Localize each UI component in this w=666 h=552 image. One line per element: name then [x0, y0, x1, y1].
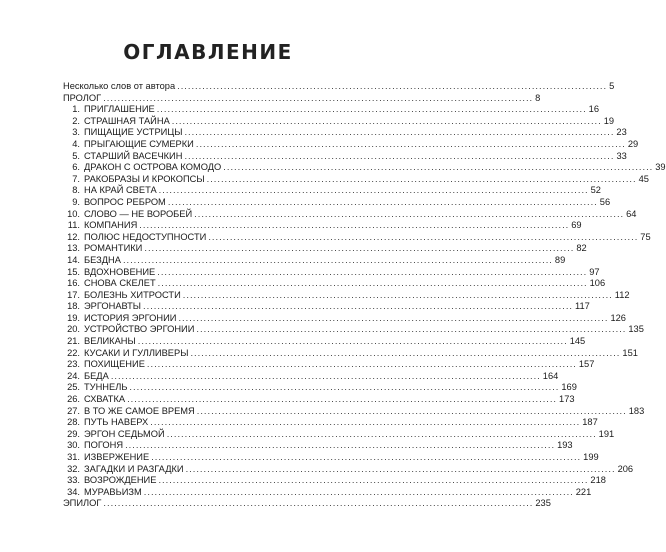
dot-leader: ........................................................................................................................: [110, 370, 541, 381]
toc-entry: [63, 289, 630, 302]
toc-entry-number: 21.: [67, 336, 80, 347]
toc-entry-page: 64: [626, 208, 637, 219]
toc-entry-number: 32.: [67, 463, 80, 474]
toc-entry-title: ПРОЛОГ: [63, 92, 102, 103]
dot-leader: ........................................................................................................................: [171, 115, 602, 126]
toc-entry-title: ВОПРОС РЕБРОМ: [84, 196, 166, 207]
toc-entry-title: ПРЫГАЮЩИЕ СУМЕРКИ: [84, 138, 194, 149]
toc-entry-title: Несколько слов от автора: [63, 81, 176, 91]
toc-entry-title: СНОВА СКЕЛЕТ: [84, 278, 156, 289]
toc-entry-number: 20.: [67, 324, 80, 335]
toc-entry-title: СТАРШИЙ ВАСЕЧКИН: [84, 150, 183, 161]
toc-entry: [63, 243, 587, 255]
toc-entry-title: ТУННЕЛЬ: [84, 382, 128, 393]
toc-entry-number: 31.: [67, 452, 80, 462]
toc-entry-title: МУРАВЬИЗМ: [84, 486, 142, 497]
toc-entry-title: ПИЩАЩИЕ УСТРИЦЫ: [84, 127, 183, 138]
dot-leader: ........................................................................................................................: [122, 254, 553, 265]
toc-entry-title: УСТРОЙСТВО ЭРГОНИИ: [84, 324, 195, 335]
toc-entry-number: 6.: [72, 162, 80, 173]
toc-entry: [63, 382, 577, 394]
toc-entry-page: 193: [557, 440, 573, 451]
dot-leader: ........................................................................................................................: [158, 475, 589, 486]
dot-leader: ........................................................................................................................: [143, 301, 573, 312]
toc-entry-title: ПОЛЮС НЕДОСТУПНОСТИ: [84, 231, 207, 242]
toc-entry-number: 30.: [67, 440, 80, 451]
toc-entry: [63, 173, 649, 186]
toc-entry: [63, 312, 626, 325]
toc-entry-number: 11.: [67, 220, 80, 231]
toc-entry-title: В ТО ЖЕ САМОЕ ВРЕМЯ: [84, 405, 195, 416]
toc-entry: [63, 196, 611, 209]
toc-entry-page: 45: [638, 173, 649, 184]
toc-entry: [63, 185, 601, 197]
toc-entry-title: ИЗВЕРЖЕНИЕ: [84, 452, 150, 462]
dot-leader: ........................................................................................................................: [196, 324, 627, 335]
toc-entry-page: 8: [535, 92, 541, 103]
toc-entry-page: 183: [628, 405, 645, 416]
toc-entry-page: 117: [575, 301, 590, 312]
dot-leader: ........................................................................................................................: [143, 486, 574, 497]
toc-entry-page: 157: [578, 359, 595, 370]
dot-leader: ........................................................................................................................: [125, 440, 556, 451]
dot-leader: ........................................................................................................................: [103, 498, 534, 509]
toc-entry: [63, 138, 639, 151]
toc-entry-page: 145: [569, 336, 586, 347]
dot-leader: ........................................................................................................................: [129, 382, 560, 393]
toc-entry-title: ПОХИЩЕНИЕ: [84, 359, 145, 370]
toc-entry-title: КУСАКИ И ГУЛЛИВЕРЫ: [84, 347, 189, 358]
toc-entry-number: 14.: [67, 254, 80, 265]
toc-entry: [63, 475, 606, 487]
toc-entry-page: 206: [617, 463, 634, 474]
toc-entry: [63, 486, 592, 499]
toc-entry-page: 52: [590, 185, 601, 196]
toc-entry-page: 82: [576, 243, 587, 254]
page-title: ОГЛАВЛЕНИЕ: [123, 40, 293, 64]
toc-entry-number: 19.: [67, 312, 80, 323]
toc-entry-page: 135: [628, 324, 644, 335]
toc-entry-number: 28.: [67, 417, 80, 428]
toc-entry: [63, 428, 615, 441]
toc-entry-page: 23: [616, 127, 627, 138]
dot-leader: ........................................................................................................................: [157, 266, 588, 277]
toc-entry: [63, 127, 627, 139]
toc-entry-title: ЭПИЛОГ: [63, 498, 102, 509]
dot-leader: ........................................................................................................................: [206, 173, 637, 184]
toc-entry: [63, 254, 566, 267]
toc-entry-number: 15.: [67, 266, 80, 277]
toc-entry-title: РАКОБРАЗЫ И КРОКОПСЫ: [84, 173, 205, 184]
toc-entry-page: 39: [655, 162, 666, 173]
toc-entry-title: ЭРГОН СЕДЬМОЙ: [84, 428, 165, 439]
toc-entry-number: 27.: [67, 405, 80, 416]
toc-entry-title: ИСТОРИЯ ЭРГОНИИ: [84, 312, 177, 323]
dot-leader: ........................................................................................................................: [166, 428, 597, 439]
table-of-contents: [63, 81, 666, 510]
toc-entry-page: 106: [589, 278, 606, 289]
toc-entry: [63, 92, 541, 105]
toc-entry-page: 218: [590, 475, 606, 486]
dot-leader: ........................................................................................................................: [137, 336, 568, 347]
toc-entry: [63, 220, 582, 232]
toc-entry-page: 5: [609, 81, 615, 91]
toc-entry-page: 97: [589, 266, 600, 277]
toc-entry: [63, 463, 634, 476]
toc-entry: [63, 405, 645, 418]
toc-entry-title: ВЕЛИКАНЫ: [84, 336, 136, 347]
toc-entry-number: 29.: [67, 428, 80, 439]
toc-entry-number: 16.: [67, 278, 80, 289]
toc-entry: [63, 347, 638, 360]
toc-entry-page: 169: [561, 382, 577, 393]
dot-leader: ........................................................................................................................: [190, 347, 621, 358]
dot-leader: ........................................................................................................................: [184, 150, 615, 161]
toc-entry: [63, 370, 559, 383]
dot-leader: ........................................................................................................................: [139, 220, 570, 231]
toc-entry-number: 8.: [72, 185, 80, 196]
toc-entry-number: 3.: [72, 127, 80, 138]
toc-entry-page: 33: [616, 150, 627, 161]
toc-entry-number: 34.: [67, 486, 80, 497]
toc-entry-number: 10.: [67, 208, 80, 219]
toc-entry-page: 235: [535, 498, 551, 509]
toc-entry-title: ПОГОНЯ: [84, 440, 124, 451]
toc-entry-number: 18.: [67, 301, 80, 312]
toc-entry-page: 19: [603, 115, 615, 126]
toc-entry: [63, 336, 586, 348]
toc-entry-title: БЕЗДНА: [84, 254, 121, 265]
toc-entry: [63, 278, 606, 290]
toc-entry: [63, 440, 573, 452]
toc-entry-page: 126: [610, 312, 626, 323]
toc-entry-page: 69: [571, 220, 582, 231]
dot-leader: ........................................................................................................................: [158, 185, 589, 196]
toc-entry-page: 29: [627, 138, 639, 149]
toc-entry-number: 33.: [67, 475, 80, 486]
toc-entry-page: 112: [614, 289, 630, 300]
toc-entry-number: 13.: [67, 243, 80, 254]
toc-entry: [63, 266, 600, 279]
toc-entry: [63, 417, 598, 429]
toc-entry-page: 75: [640, 231, 651, 242]
dot-leader: ........................................................................................................................: [167, 196, 598, 207]
toc-entry-title: КОМПАНИЯ: [84, 220, 138, 231]
toc-entry-title: ВДОХНОВЕНИЕ: [84, 266, 156, 277]
toc-entry: [63, 104, 600, 116]
toc-entry-page: 16: [588, 104, 600, 115]
toc-entry-title: ДРАКОН С ОСТРОВА КОМОДО: [84, 162, 222, 173]
toc-entry: [63, 231, 651, 244]
dot-leader: ........................................................................................................................: [184, 127, 615, 138]
toc-entry-number: 17.: [67, 289, 80, 300]
toc-entry: [63, 301, 590, 313]
dot-leader: ........................................................................................................................: [223, 162, 654, 173]
toc-entry-title: НА КРАЙ СВЕТА: [84, 185, 157, 196]
dot-leader: ........................................................................................................................: [185, 463, 616, 474]
toc-entry-number: 23.: [67, 359, 80, 370]
toc-entry-title: РОМАНТИКИ: [84, 243, 143, 254]
toc-entry: [63, 162, 666, 174]
toc-entry-title: ВОЗРОЖДЕНИЕ: [84, 475, 157, 486]
dot-leader: ........................................................................................................................: [195, 138, 626, 149]
dot-leader: ........................................................................................................................: [103, 92, 534, 103]
toc-entry: [63, 498, 551, 510]
toc-entry-number: 9.: [72, 196, 80, 207]
toc-entry-number: 4.: [72, 138, 80, 149]
toc-entry-page: 191: [598, 428, 615, 439]
dot-leader: ........................................................................................................................: [177, 81, 608, 91]
dot-leader: ........................................................................................................................: [156, 104, 587, 115]
toc-entry: [63, 359, 595, 371]
toc-entry: [63, 115, 615, 128]
toc-entry-title: ПРИГЛАШЕНИЕ: [84, 104, 155, 115]
toc-entry-title: БЕДА: [84, 370, 109, 381]
toc-entry-title: СЛОВО — НЕ ВОРОБЕЙ: [84, 208, 193, 219]
toc-entry-title: ЗАГАДКИ И РАЗГАДКИ: [84, 463, 184, 474]
toc-entry-number: 7.: [72, 173, 80, 184]
toc-entry-page: 173: [559, 394, 575, 405]
toc-entry-title: БОЛЕЗНЬ ХИТРОСТИ: [84, 289, 181, 300]
toc-entry-page: 221: [575, 486, 592, 497]
dot-leader: ........................................................................................................................: [127, 394, 558, 405]
toc-entry: [63, 394, 575, 406]
toc-entry: [63, 452, 599, 464]
toc-entry-page: 164: [542, 370, 559, 381]
dot-leader: ........................................................................................................................: [208, 231, 639, 242]
toc-entry-number: 1.: [72, 104, 80, 115]
toc-entry-number: 24.: [67, 370, 80, 381]
dot-leader: ........................................................................................................................: [146, 359, 577, 370]
dot-leader: ........................................................................................................................: [157, 278, 588, 289]
dot-leader: ........................................................................................................................: [144, 243, 575, 254]
toc-entry-page: 151: [622, 347, 638, 358]
dot-leader: ........................................................................................................................: [194, 208, 625, 219]
toc-entry-title: ЭРГОНАВТЫ: [84, 301, 142, 312]
toc-entry-page: 187: [582, 417, 598, 428]
toc-entry-page: 199: [583, 452, 599, 462]
toc-entry-title: ПУТЬ НАВЕРХ: [84, 417, 149, 428]
dot-leader: ........................................................................................................................: [151, 452, 582, 462]
toc-entry: [63, 208, 637, 221]
toc-entry-number: 5.: [72, 150, 80, 161]
toc-entry-number: 2.: [72, 115, 80, 126]
toc-entry-number: 26.: [67, 394, 80, 405]
toc-entry-page: 56: [599, 196, 611, 207]
toc-entry-title: СХВАТКА: [84, 394, 126, 405]
dot-leader: ........................................................................................................................: [182, 289, 613, 300]
toc-entry-number: 12.: [67, 231, 80, 242]
dot-leader: ........................................................................................................................: [196, 405, 627, 416]
toc-entry: [63, 81, 615, 93]
toc-entry-title: СТРАШНАЯ ТАЙНА: [84, 115, 170, 126]
toc-entry-number: 22.: [67, 347, 80, 358]
dot-leader: ........................................................................................................................: [150, 417, 581, 428]
toc-entry-number: 25.: [67, 382, 80, 393]
toc-entry-page: 89: [554, 254, 566, 265]
toc-entry: [63, 324, 644, 336]
toc-entry: [63, 150, 627, 163]
dot-leader: ........................................................................................................................: [178, 312, 609, 323]
